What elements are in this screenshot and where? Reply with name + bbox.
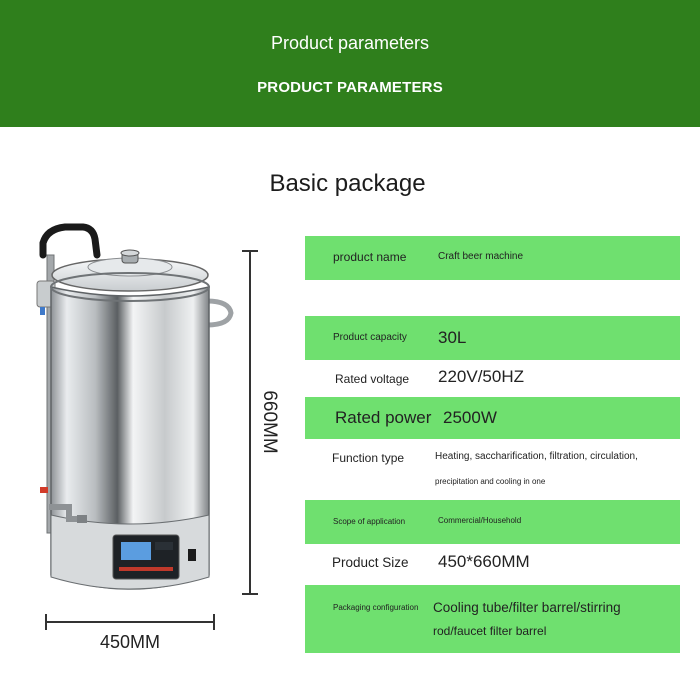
param-row-power [305, 397, 680, 439]
param-label: product name [333, 250, 407, 264]
param-value: Craft beer machine [438, 251, 524, 262]
param-label: Function type [332, 451, 405, 465]
banner-title: Product parameters [270, 33, 430, 53]
param-value: 220V/50HZ [438, 367, 524, 386]
width-dimension-label: 450MM [99, 632, 161, 652]
param-row-packaging [305, 585, 680, 653]
param-value-line2: rod/faucet filter barrel [433, 624, 547, 638]
param-value: 30L [438, 328, 467, 347]
height-dimension-label: 660MM [259, 390, 280, 454]
param-row-product-name [305, 236, 680, 280]
param-row-size [305, 547, 680, 581]
param-row-function-type [305, 443, 680, 495]
param-value: Heating, saccharification, filtration, circulation, [435, 451, 638, 462]
header-banner [0, 0, 700, 127]
banner-subtitle: PRODUCT PARAMETERS [257, 79, 443, 96]
section-title: Basic package [269, 170, 426, 197]
param-label: Scope of application [333, 517, 406, 526]
param-row-capacity [305, 316, 680, 360]
param-label: Rated voltage [335, 372, 410, 386]
param-label: Packaging configuration [333, 603, 419, 612]
param-value: 2500W [443, 408, 497, 427]
param-label: Product Size [332, 555, 409, 570]
param-label: Product capacity [333, 332, 407, 343]
param-value-line2: precipitation and cooling in one [435, 477, 546, 486]
param-row-scope [305, 500, 680, 544]
param-label: Rated power [335, 408, 432, 427]
param-value: Cooling tube/filter barrel/stirring [433, 600, 621, 615]
param-row-voltage [305, 362, 680, 394]
width-dimension-line [45, 612, 215, 632]
param-value: Commercial/Household [438, 516, 522, 525]
param-value: 450*660MM [438, 552, 530, 571]
